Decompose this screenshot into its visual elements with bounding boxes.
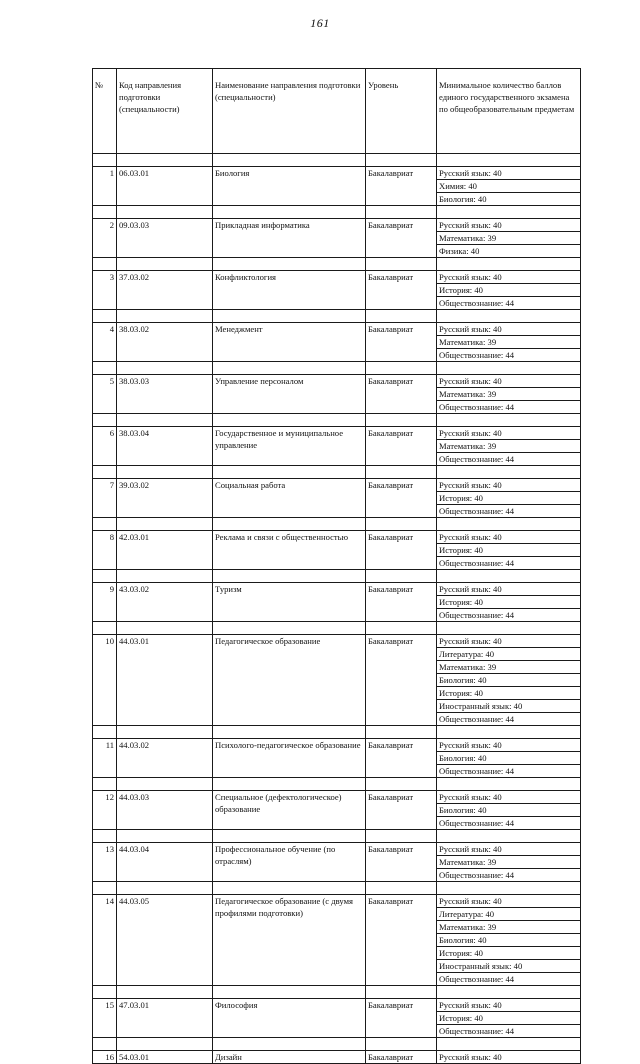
row-name: Туризм <box>213 583 366 622</box>
row-number: 16 <box>93 1051 117 1064</box>
row-number: 4 <box>93 323 117 362</box>
row-number: 9 <box>93 583 117 622</box>
page-number: 161 <box>310 16 330 30</box>
row-code: 54.03.01 <box>117 1051 213 1064</box>
row-level: Бакалавриат <box>366 583 437 622</box>
row-name: Специальное (дефектологическое) образование <box>213 791 366 830</box>
row-level: Бакалавриат <box>366 479 437 518</box>
row-subject-score: История: 40 <box>437 492 581 505</box>
spacer-cell <box>117 986 213 999</box>
spacer-cell <box>93 258 117 271</box>
row-subject-score: Русский язык: 40 <box>437 219 581 232</box>
row-subject-score: Русский язык: 40 <box>437 1051 581 1064</box>
row-subject-score: Физика: 40 <box>437 245 581 258</box>
row-name: Конфликтология <box>213 271 366 310</box>
row-number: 7 <box>93 479 117 518</box>
row-spacer <box>93 570 581 583</box>
spacer-cell <box>213 206 366 219</box>
row-subject-score: Обществознание: 44 <box>437 609 581 622</box>
header-name: Наименование направления подготовки (специальности) <box>213 69 366 154</box>
row-number: 6 <box>93 427 117 466</box>
row-level: Бакалавриат <box>366 375 437 414</box>
row-subject-score: История: 40 <box>437 284 581 297</box>
spacer-cell <box>213 570 366 583</box>
row-spacer <box>93 830 581 843</box>
row-subject-score: Обществознание: 44 <box>437 973 581 986</box>
row-subject-score: Обществознание: 44 <box>437 297 581 310</box>
row-subject-score: Биология: 40 <box>437 193 581 206</box>
row-code: 44.03.01 <box>117 635 213 726</box>
row-number: 8 <box>93 531 117 570</box>
row-number: 12 <box>93 791 117 830</box>
spacer-cell <box>93 570 117 583</box>
row-name: Биология <box>213 167 366 206</box>
row-name: Дизайн <box>213 1051 366 1064</box>
table-row <box>93 999 581 1012</box>
row-name: Управление персоналом <box>213 375 366 414</box>
spacer-cell <box>93 206 117 219</box>
row-number: 15 <box>93 999 117 1038</box>
spacer-cell <box>93 726 117 739</box>
row-subject-score: Биология: 40 <box>437 674 581 687</box>
row-subject-score: Математика: 39 <box>437 232 581 245</box>
row-spacer <box>93 414 581 427</box>
row-code: 44.03.02 <box>117 739 213 778</box>
row-number: 14 <box>93 895 117 986</box>
row-subject-score: Биология: 40 <box>437 934 581 947</box>
row-spacer <box>93 986 581 999</box>
row-number: 10 <box>93 635 117 726</box>
row-code: 38.03.03 <box>117 375 213 414</box>
row-name: Менеджмент <box>213 323 366 362</box>
spacer-cell <box>366 830 437 843</box>
spacer-cell <box>213 362 366 375</box>
spacer-cell <box>437 466 581 479</box>
spacer-cell <box>93 466 117 479</box>
header-min-score: Минимальное количество баллов единого государственного экзамена по общеобразовательным предметам <box>437 69 581 154</box>
row-subject-score: Русский язык: 40 <box>437 479 581 492</box>
spacer-cell <box>117 622 213 635</box>
row-subject-score: Обществознание: 44 <box>437 765 581 778</box>
spacer-cell <box>366 362 437 375</box>
row-number: 1 <box>93 167 117 206</box>
row-code: 43.03.02 <box>117 583 213 622</box>
row-subject-score: Обществознание: 44 <box>437 557 581 570</box>
spacer-cell <box>213 726 366 739</box>
spacer-cell <box>213 466 366 479</box>
spacer-cell <box>213 154 366 167</box>
row-number: 11 <box>93 739 117 778</box>
row-level: Бакалавриат <box>366 427 437 466</box>
table-row <box>93 271 581 284</box>
spacer-cell <box>213 414 366 427</box>
row-name: Профессиональное обучение (по отраслям) <box>213 843 366 882</box>
row-subject-score: Математика: 39 <box>437 661 581 674</box>
row-subject-score: Обществознание: 44 <box>437 453 581 466</box>
row-code: 42.03.01 <box>117 531 213 570</box>
spacer-cell <box>93 778 117 791</box>
spacer-cell <box>117 310 213 323</box>
row-spacer <box>93 154 581 167</box>
row-level: Бакалавриат <box>366 323 437 362</box>
spacer-cell <box>437 778 581 791</box>
row-subject-score: Русский язык: 40 <box>437 999 581 1012</box>
row-spacer <box>93 310 581 323</box>
table-row <box>93 635 581 648</box>
row-code: 37.03.02 <box>117 271 213 310</box>
row-subject-score: Русский язык: 40 <box>437 271 581 284</box>
row-spacer <box>93 622 581 635</box>
spacer-cell <box>117 258 213 271</box>
row-name: Государственное и муниципальное управление <box>213 427 366 466</box>
spacer-cell <box>437 882 581 895</box>
spacer-cell <box>437 570 581 583</box>
row-code: 47.03.01 <box>117 999 213 1038</box>
row-name: Психолого-педагогическое образование <box>213 739 366 778</box>
row-level: Бакалавриат <box>366 219 437 258</box>
row-subject-score: Обществознание: 44 <box>437 505 581 518</box>
spacer-cell <box>437 258 581 271</box>
spacer-cell <box>117 830 213 843</box>
spacer-cell <box>437 1038 581 1051</box>
spacer-cell <box>366 258 437 271</box>
spacer-cell <box>117 154 213 167</box>
row-spacer <box>93 258 581 271</box>
table-row <box>93 323 581 336</box>
row-level: Бакалавриат <box>366 167 437 206</box>
spacer-cell <box>117 726 213 739</box>
row-spacer <box>93 206 581 219</box>
row-level: Бакалавриат <box>366 895 437 986</box>
spacer-cell <box>366 882 437 895</box>
row-name: Педагогическое образование <box>213 635 366 726</box>
table-row <box>93 375 581 388</box>
spacer-cell <box>117 414 213 427</box>
table-row <box>93 739 581 752</box>
table-row <box>93 167 581 180</box>
spacer-cell <box>437 206 581 219</box>
table-body <box>93 154 581 1064</box>
spacer-cell <box>213 882 366 895</box>
table-row <box>93 583 581 596</box>
spacer-cell <box>366 414 437 427</box>
spacer-cell <box>437 830 581 843</box>
spacer-cell <box>213 258 366 271</box>
spacer-cell <box>366 154 437 167</box>
spacer-cell <box>117 518 213 531</box>
spacer-cell <box>366 466 437 479</box>
table-header-row <box>93 69 581 154</box>
row-subject-score: История: 40 <box>437 1012 581 1025</box>
row-spacer <box>93 882 581 895</box>
row-level: Бакалавриат <box>366 635 437 726</box>
row-subject-score: Русский язык: 40 <box>437 531 581 544</box>
spacer-cell <box>213 830 366 843</box>
row-level: Бакалавриат <box>366 999 437 1038</box>
table-row <box>93 843 581 856</box>
spacer-cell <box>437 362 581 375</box>
row-level: Бакалавриат <box>366 739 437 778</box>
row-code: 44.03.05 <box>117 895 213 986</box>
row-spacer <box>93 778 581 791</box>
row-subject-score: Математика: 39 <box>437 440 581 453</box>
row-subject-score: Русский язык: 40 <box>437 791 581 804</box>
table-row <box>93 791 581 804</box>
row-subject-score: Обществознание: 44 <box>437 713 581 726</box>
row-subject-score: Русский язык: 40 <box>437 583 581 596</box>
row-subject-score: Иностранный язык: 40 <box>437 960 581 973</box>
spacer-cell <box>437 622 581 635</box>
row-spacer <box>93 1038 581 1051</box>
table-row <box>93 427 581 440</box>
row-code: 44.03.04 <box>117 843 213 882</box>
spacer-cell <box>366 726 437 739</box>
spacer-cell <box>213 986 366 999</box>
spacer-cell <box>437 310 581 323</box>
row-subject-score: История: 40 <box>437 947 581 960</box>
row-code: 06.03.01 <box>117 167 213 206</box>
row-subject-score: Русский язык: 40 <box>437 895 581 908</box>
row-subject-score: Литература: 40 <box>437 648 581 661</box>
spacer-cell <box>117 570 213 583</box>
spacer-cell <box>437 986 581 999</box>
row-code: 44.03.03 <box>117 791 213 830</box>
row-subject-score: Русский язык: 40 <box>437 843 581 856</box>
row-code: 09.03.03 <box>117 219 213 258</box>
row-spacer <box>93 362 581 375</box>
row-subject-score: История: 40 <box>437 687 581 700</box>
spacer-cell <box>117 778 213 791</box>
row-name: Философия <box>213 999 366 1038</box>
spacer-cell <box>117 362 213 375</box>
row-name: Прикладная информатика <box>213 219 366 258</box>
spacer-cell <box>213 1038 366 1051</box>
row-subject-score: История: 40 <box>437 544 581 557</box>
row-subject-score: Математика: 39 <box>437 388 581 401</box>
row-number: 13 <box>93 843 117 882</box>
row-spacer <box>93 726 581 739</box>
row-subject-score: Русский язык: 40 <box>437 635 581 648</box>
row-spacer <box>93 466 581 479</box>
row-level: Бакалавриат <box>366 843 437 882</box>
row-number: 5 <box>93 375 117 414</box>
spacer-cell <box>437 154 581 167</box>
spacer-cell <box>366 622 437 635</box>
row-level: Бакалавриат <box>366 271 437 310</box>
row-code: 38.03.04 <box>117 427 213 466</box>
spacer-cell <box>366 1038 437 1051</box>
table-row <box>93 1051 581 1064</box>
admission-table <box>92 68 581 1064</box>
row-name: Социальная работа <box>213 479 366 518</box>
table-row <box>93 895 581 908</box>
spacer-cell <box>117 466 213 479</box>
row-subject-score: Русский язык: 40 <box>437 427 581 440</box>
spacer-cell <box>213 518 366 531</box>
row-subject-score: Математика: 39 <box>437 921 581 934</box>
row-spacer <box>93 518 581 531</box>
row-subject-score: Обществознание: 44 <box>437 869 581 882</box>
row-code: 38.03.02 <box>117 323 213 362</box>
spacer-cell <box>93 830 117 843</box>
spacer-cell <box>437 726 581 739</box>
spacer-cell <box>93 518 117 531</box>
spacer-cell <box>437 414 581 427</box>
spacer-cell <box>366 778 437 791</box>
row-number: 3 <box>93 271 117 310</box>
row-subject-score: Обществознание: 44 <box>437 349 581 362</box>
spacer-cell <box>366 310 437 323</box>
row-number: 2 <box>93 219 117 258</box>
row-subject-score: Биология: 40 <box>437 752 581 765</box>
spacer-cell <box>213 622 366 635</box>
spacer-cell <box>93 310 117 323</box>
spacer-cell <box>437 518 581 531</box>
row-level: Бакалавриат <box>366 791 437 830</box>
row-level: Бакалавриат <box>366 531 437 570</box>
spacer-cell <box>93 362 117 375</box>
admission-table-wrapper <box>92 68 580 1062</box>
spacer-cell <box>117 206 213 219</box>
row-subject-score: Биология: 40 <box>437 804 581 817</box>
spacer-cell <box>117 882 213 895</box>
row-subject-score: Русский язык: 40 <box>437 375 581 388</box>
spacer-cell <box>93 1038 117 1051</box>
spacer-cell <box>93 882 117 895</box>
row-subject-score: Химия: 40 <box>437 180 581 193</box>
spacer-cell <box>366 518 437 531</box>
header-code: Код направления подготовки (специальности) <box>117 69 213 154</box>
row-name: Реклама и связи с общественностью <box>213 531 366 570</box>
row-subject-score: Русский язык: 40 <box>437 323 581 336</box>
spacer-cell <box>213 310 366 323</box>
spacer-cell <box>93 986 117 999</box>
header-no: № <box>93 69 117 154</box>
spacer-cell <box>93 622 117 635</box>
row-name: Педагогическое образование (с двумя профилями подготовки) <box>213 895 366 986</box>
row-subject-score: Обществознание: 44 <box>437 401 581 414</box>
spacer-cell <box>366 986 437 999</box>
row-subject-score: Математика: 39 <box>437 856 581 869</box>
spacer-cell <box>117 1038 213 1051</box>
spacer-cell <box>366 206 437 219</box>
table-row <box>93 219 581 232</box>
spacer-cell <box>93 414 117 427</box>
row-subject-score: Иностранный язык: 40 <box>437 700 581 713</box>
row-subject-score: Обществознание: 44 <box>437 817 581 830</box>
table-row <box>93 531 581 544</box>
table-row <box>93 479 581 492</box>
spacer-cell <box>213 778 366 791</box>
row-subject-score: История: 40 <box>437 596 581 609</box>
row-subject-score: Русский язык: 40 <box>437 167 581 180</box>
row-subject-score: Литература: 40 <box>437 908 581 921</box>
row-subject-score: Математика: 39 <box>437 336 581 349</box>
row-code: 39.03.02 <box>117 479 213 518</box>
row-subject-score: Русский язык: 40 <box>437 739 581 752</box>
row-level: Бакалавриат <box>366 1051 437 1064</box>
row-subject-score: Обществознание: 44 <box>437 1025 581 1038</box>
spacer-cell <box>93 154 117 167</box>
header-level: Уровень <box>366 69 437 154</box>
spacer-cell <box>366 570 437 583</box>
